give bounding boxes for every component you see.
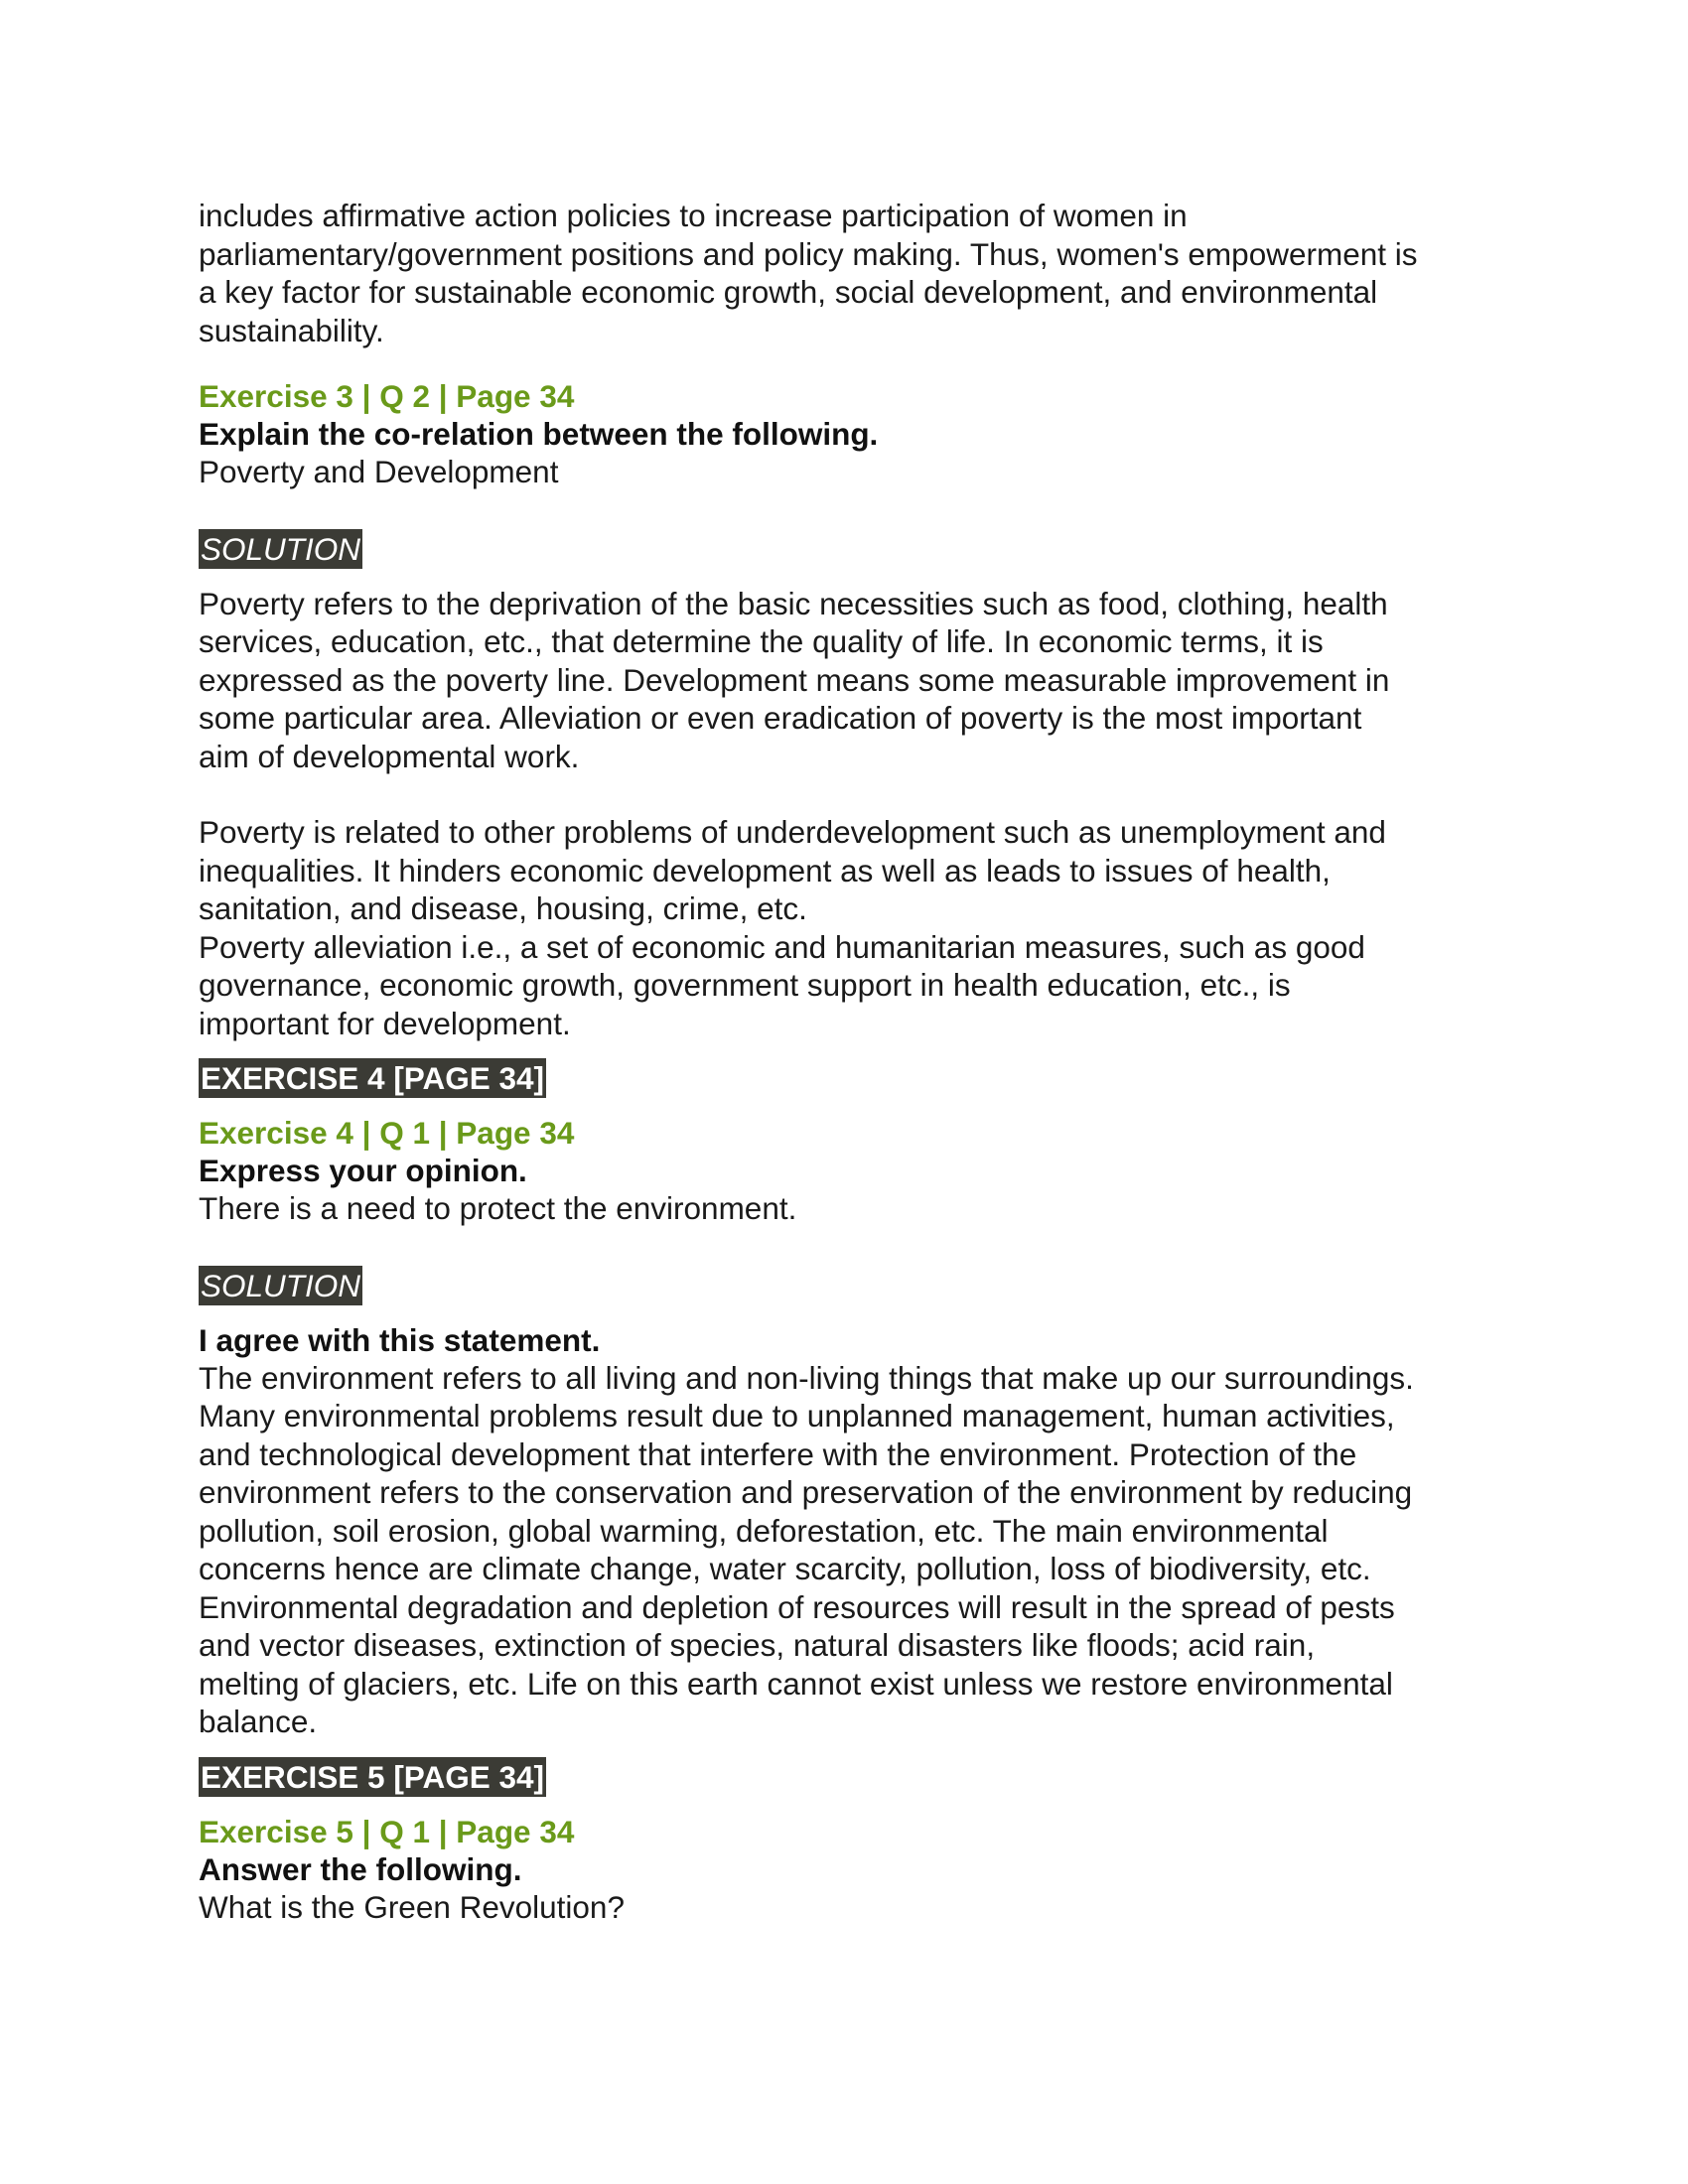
question-text: Poverty and Development: [199, 454, 559, 489]
solution-label: SOLUTION: [201, 530, 361, 567]
solution-label: SOLUTION: [201, 1267, 361, 1303]
question-heading: Exercise 4 | Q 1 | Page 34: [199, 1115, 575, 1151]
exercise-4-question-1: [199, 1114, 1499, 1741]
question-heading: Exercise 3 | Q 2 | Page 34: [199, 378, 575, 414]
solution-paragraph-1: Poverty refers to the deprivation of the basic necessities such as food, clothing, health services, education, etc., that determine the quality of life. In economic terms, it is expressed as the poverty line. Development means some measurable improvement in some particular area. Alleviation or even eradication of poverty is the most important aim of developmental work.: [199, 585, 1390, 774]
solution-paragraph: The environment refers to all living and non-living things that make up our surroundings. Many environmental problems result due to unplanned management, human activities, and technological development that interfere with the environment. Protection of the environment refers to the conservation and preservation of the environment by reducing pollution, soil erosion, global warming, deforestation, etc. The main environmental concerns hence are climate change, water scarcity, pollution, loss of biodiversity, etc. Environmental degradation and depletion of resources will result in the spread of pests and vector diseases, extinction of species, natural disasters like floods; acid rain, melting of glaciers, etc. Life on this earth cannot exist unless we restore environmental balance.: [199, 1359, 1414, 1739]
answer-lead: I agree with this statement.: [199, 1321, 601, 1358]
exercise-3-question-2: [199, 377, 1499, 1042]
question-heading: Exercise 5 | Q 1 | Page 34: [199, 1813, 575, 1849]
question-instruction: Express your opinion.: [199, 1153, 527, 1188]
exercise-5-question-1: [199, 1813, 1499, 1927]
solution-paragraph-2: Poverty is related to other problems of underdevelopment such as unemployment and inequalities. It hinders economic development as well as leads to issues of health, sanitation, and disease, housing, crime, etc. Poverty alleviation i.e., a set of economic and humanitarian measures, such as good governance, economic growth, government support in health education, etc., is important for development.: [199, 814, 1386, 1041]
exercise-4-banner: EXERCISE 4 [PAGE 34]: [201, 1060, 545, 1096]
document-page: [199, 197, 1499, 1926]
question-text: What is the Green Revolution?: [199, 1888, 625, 1925]
question-instruction: Answer the following.: [199, 1850, 522, 1887]
question-text: There is a need to protect the environment.: [199, 1190, 797, 1226]
question-instruction: Explain the co-relation between the following.: [199, 416, 879, 452]
exercise-5-banner: EXERCISE 5 [PAGE 34]: [201, 1758, 545, 1795]
intro-paragraph: includes affirmative action policies to increase participation of women in parliamentary/government positions and policy making. Thus, women's empowerment is a key factor for sustainable economic growth, social development, and environmental sustainability.: [199, 198, 1418, 348]
